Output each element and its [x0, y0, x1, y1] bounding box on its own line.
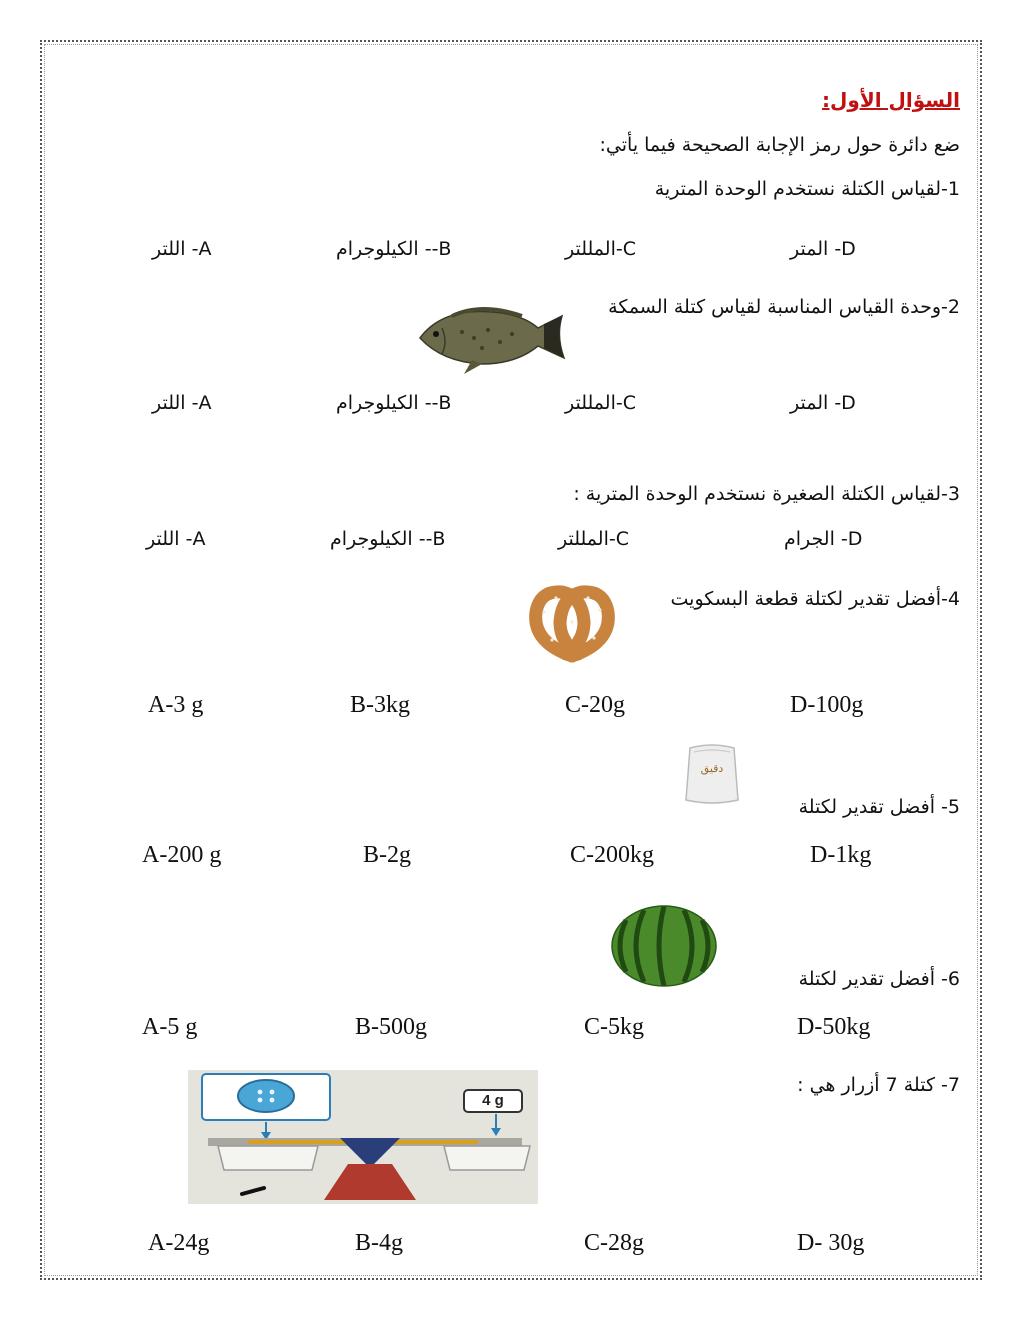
- question-title: السؤال الأول:: [822, 88, 960, 112]
- q5-option-c[interactable]: C-200kg: [570, 842, 654, 868]
- q4-option-d[interactable]: D-100g: [790, 692, 864, 718]
- q6-option-a[interactable]: A-5 g: [142, 1014, 198, 1040]
- balance-scale-image: [188, 1070, 538, 1204]
- q7-option-d[interactable]: D- 30g: [797, 1230, 865, 1256]
- q4-option-a[interactable]: A-3 g: [148, 692, 204, 718]
- q7-option-c[interactable]: C-28g: [584, 1230, 644, 1256]
- pretzel-image: [522, 582, 622, 666]
- q7-option-b[interactable]: B-4g: [355, 1230, 403, 1256]
- question-2-text: 2-وحدة القياس المناسبة لقياس كتلة السمكة: [608, 296, 960, 318]
- question-3-text: 3-لقياس الكتلة الصغيرة نستخدم الوحدة المترية :: [573, 483, 960, 505]
- scale-weight-label: 4 g: [482, 1092, 504, 1109]
- watermelon-image: [608, 904, 720, 988]
- q3-option-b[interactable]: الكيلوجرام --B: [330, 528, 446, 550]
- q2-option-b[interactable]: الكيلوجرام --B: [336, 392, 452, 414]
- q1-option-b[interactable]: الكيلوجرام --B: [336, 238, 452, 260]
- q3-option-c[interactable]: المللتر-C: [558, 528, 629, 550]
- question-6-text: 6- أفضل تقدير لكتلة: [798, 968, 960, 990]
- q5-option-b[interactable]: B-2g: [363, 842, 411, 868]
- q6-option-d[interactable]: D-50kg: [797, 1014, 871, 1040]
- q5-option-d[interactable]: D-1kg: [810, 842, 872, 868]
- q1-option-a[interactable]: اللتر -A: [152, 238, 212, 260]
- q3-option-a[interactable]: اللتر -A: [146, 528, 206, 550]
- q1-option-d[interactable]: المتر -D: [790, 238, 856, 260]
- q6-option-b[interactable]: B-500g: [355, 1014, 427, 1040]
- question-5-text: 5- أفضل تقدير لكتلة: [798, 796, 960, 818]
- q7-option-a[interactable]: A-24g: [148, 1230, 210, 1256]
- q1-option-c[interactable]: المللتر-C: [565, 238, 636, 260]
- q5-option-a[interactable]: A-200 g: [142, 842, 222, 868]
- q4-option-b[interactable]: B-3kg: [350, 692, 410, 718]
- flour-bag-image: [684, 742, 740, 806]
- q2-option-a[interactable]: اللتر -A: [152, 392, 212, 414]
- q2-option-c[interactable]: المللتر-C: [565, 392, 636, 414]
- q2-option-d[interactable]: المتر -D: [790, 392, 856, 414]
- fish-image: [412, 298, 568, 378]
- instruction-text: ضع دائرة حول رمز الإجابة الصحيحة فيما يأتي:: [599, 134, 960, 156]
- q3-option-d[interactable]: الجرام -D: [784, 528, 863, 550]
- question-4-text: 4-أفضل تقدير لكتلة قطعة البسكويت: [670, 588, 960, 610]
- flour-bag-label: دقيق: [700, 762, 724, 775]
- question-7-text: 7- كتلة 7 أزرار هي :: [797, 1074, 960, 1096]
- q4-option-c[interactable]: C-20g: [565, 692, 625, 718]
- q6-option-c[interactable]: C-5kg: [584, 1014, 644, 1040]
- question-1-text: 1-لقياس الكتلة نستخدم الوحدة المترية: [654, 178, 960, 200]
